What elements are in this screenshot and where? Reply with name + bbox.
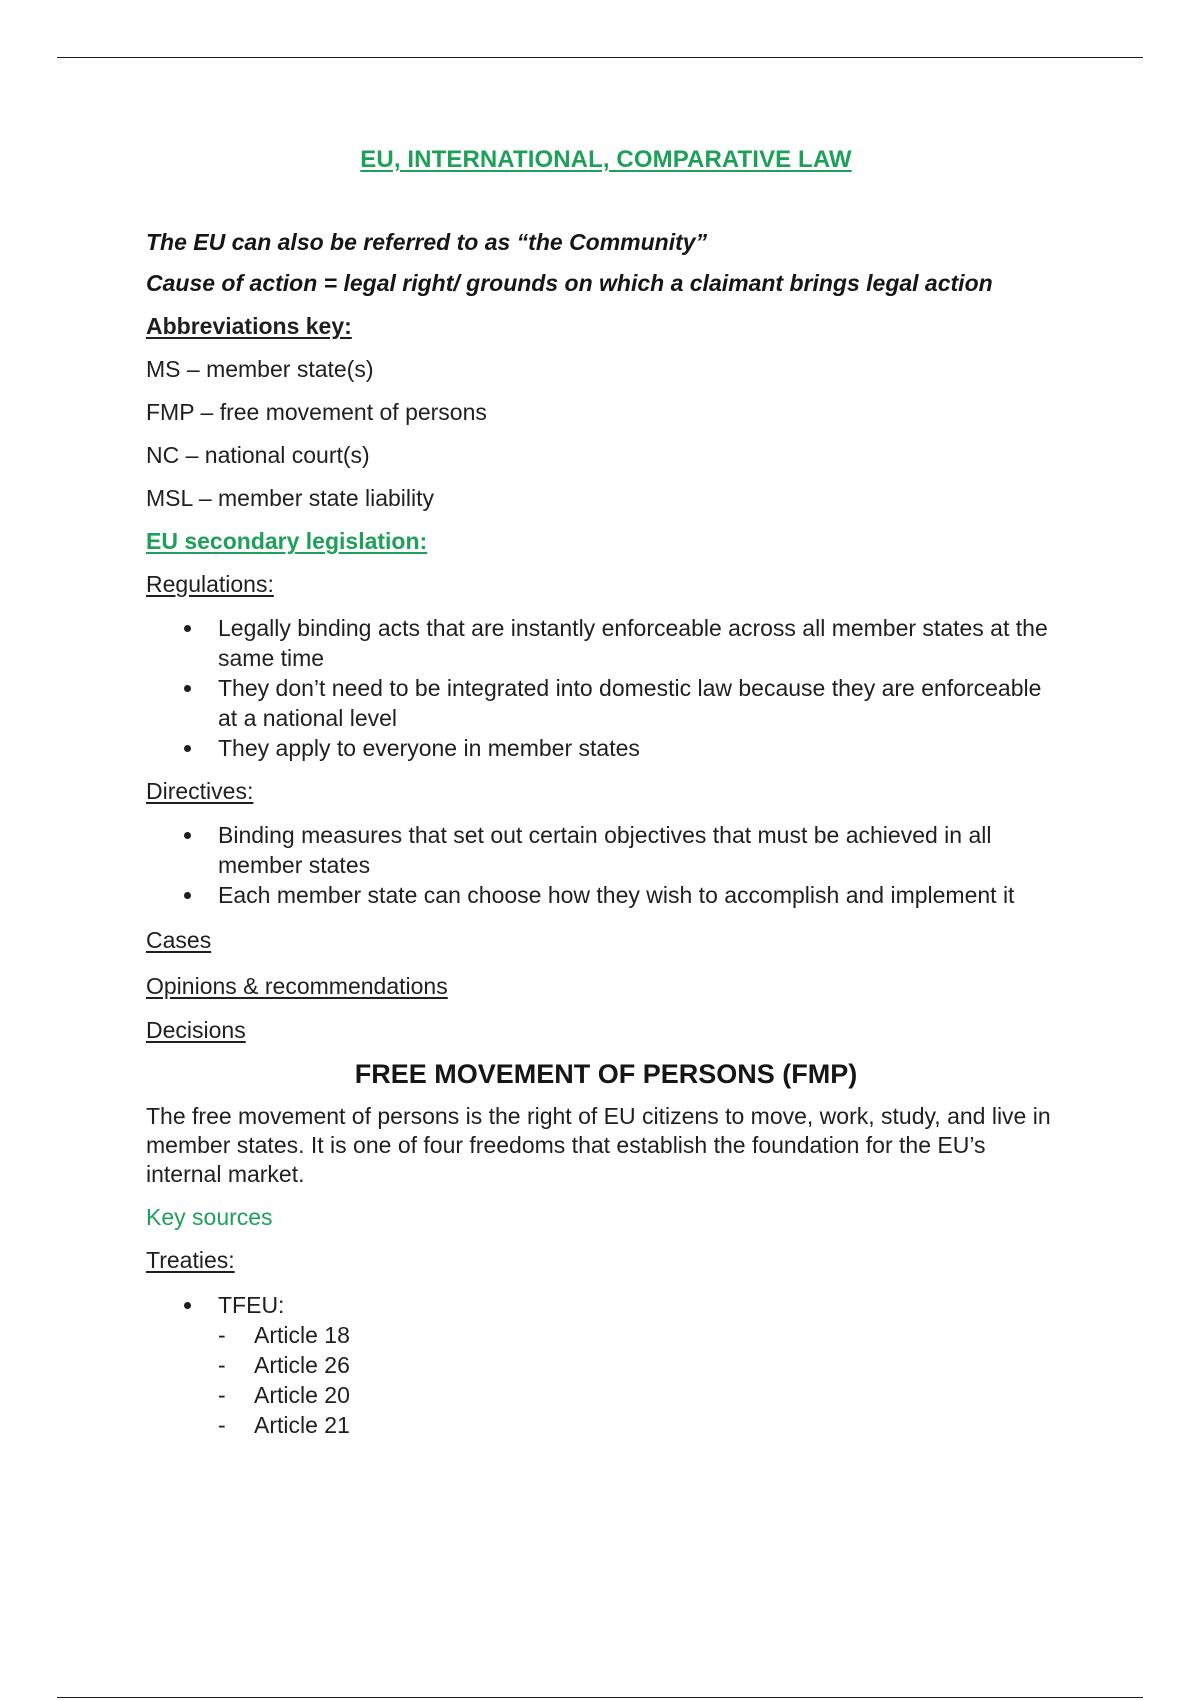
abbreviation-item: NC – national court(s) — [146, 442, 370, 468]
abbreviations-heading: Abbreviations key: — [146, 313, 352, 339]
list-item — [146, 1320, 1066, 1350]
fmp-paragraph: The free movement of persons is the right of EU citizens to move, work, study, and live in member states. It is one of four freedoms that establish the foundation for the EU’s internal market. — [146, 1103, 1051, 1187]
tfeu-articles-list — [146, 1320, 1066, 1440]
intro-line-cause-of-action: Cause of action = legal right/ grounds on which a claimant brings legal action — [146, 270, 993, 296]
regulations-list — [146, 613, 1066, 763]
list-item-text: Binding measures that set out certain objectives that must be achieved in all member states — [218, 822, 992, 878]
bullet-icon — [184, 685, 191, 692]
abbreviation-item: FMP – free movement of persons — [146, 399, 487, 425]
decisions-heading: Decisions — [146, 1017, 246, 1043]
bottom-rule — [57, 1697, 1143, 1698]
cases-heading: Cases — [146, 927, 212, 953]
article-text: Article 20 — [254, 1382, 350, 1408]
dash-icon: - — [218, 1352, 226, 1378]
list-item — [146, 613, 1066, 673]
article-text: Article 21 — [254, 1412, 350, 1438]
bullet-icon — [184, 892, 191, 899]
regulations-heading: Regulations: — [146, 571, 274, 597]
list-item — [146, 820, 1066, 880]
abbreviation-item: MS – member state(s) — [146, 356, 374, 382]
directives-heading: Directives: — [146, 778, 254, 804]
list-item-text: They apply to everyone in member states — [218, 735, 640, 761]
bullet-icon — [184, 1302, 191, 1309]
intro-line-community: The EU can also be referred to as “the Community” — [146, 229, 708, 255]
secondary-legislation-heading: EU secondary legislation: — [146, 528, 428, 554]
list-item — [146, 1380, 1066, 1410]
opinions-recommendations-heading: Opinions & recommendations — [146, 973, 448, 999]
list-item — [146, 1290, 1066, 1320]
bullet-icon — [184, 832, 191, 839]
article-text: Article 18 — [254, 1322, 350, 1348]
list-item — [146, 733, 1066, 763]
list-item-text: Legally binding acts that are instantly enforceable across all member states at the same time — [218, 615, 1048, 671]
key-sources-heading: Key sources — [146, 1204, 273, 1230]
dash-icon: - — [218, 1412, 226, 1438]
list-item-text: They don’t need to be integrated into domestic law because they are enforceable at a national level — [218, 675, 1042, 731]
dash-icon: - — [218, 1322, 226, 1348]
treaty-name: TFEU: — [218, 1292, 285, 1318]
treaties-list — [146, 1290, 1066, 1320]
treaties-heading: Treaties: — [146, 1247, 235, 1273]
bullet-icon — [184, 625, 191, 632]
top-rule — [57, 57, 1143, 58]
bullet-icon — [184, 745, 191, 752]
fmp-section-heading: FREE MOVEMENT OF PERSONS (FMP) — [354, 1059, 858, 1089]
abbreviation-item: MSL – member state liability — [146, 485, 435, 511]
document-title: EU, INTERNATIONAL, COMPARATIVE LAW — [360, 146, 852, 173]
article-text: Article 26 — [254, 1352, 350, 1378]
list-item — [146, 880, 1066, 910]
list-item — [146, 1410, 1066, 1440]
list-item-text: Each member state can choose how they wish to accomplish and implement it — [218, 882, 1015, 908]
directives-list — [146, 820, 1066, 910]
dash-icon: - — [218, 1382, 226, 1408]
list-item — [146, 673, 1066, 733]
document-page — [146, 140, 1066, 1440]
list-item — [146, 1350, 1066, 1380]
